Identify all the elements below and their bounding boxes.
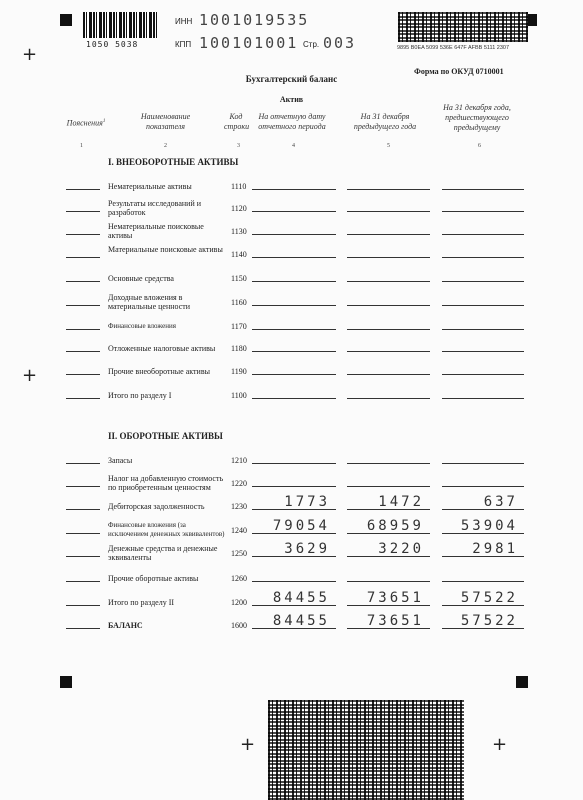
section-2-title: II. ОБОРОТНЫЕ АКТИВЫ	[108, 431, 223, 441]
notes-line	[66, 211, 100, 212]
row-code: 1240	[231, 526, 247, 535]
value-line	[347, 211, 430, 212]
row-code: 1170	[231, 322, 247, 331]
row-value: 73651	[366, 613, 424, 629]
row-code: 1250	[231, 549, 247, 558]
notes-line	[66, 305, 100, 306]
row-value: 84455	[272, 590, 330, 606]
notes-line	[66, 329, 100, 330]
row-value: 1472	[378, 494, 424, 510]
section-1-title: I. ВНЕОБОРОТНЫЕ АКТИВЫ	[108, 157, 239, 167]
row-name: Нематериальные активы	[108, 182, 192, 191]
row-code: 1180	[231, 344, 247, 353]
notes-line	[66, 351, 100, 352]
row-value: 2981	[472, 541, 518, 557]
page-label: Стр.	[303, 40, 320, 49]
value-line	[347, 234, 430, 235]
registration-mark-bottom-left	[60, 676, 72, 688]
row-name: Финансовые вложения (за исключением денежных эквивалентов)	[108, 521, 225, 538]
value-line	[442, 463, 524, 464]
2d-barcode-top	[398, 12, 528, 42]
row-name: Результаты исследований и разработок	[108, 199, 202, 217]
row-value: 3220	[378, 541, 424, 557]
value-line	[347, 486, 430, 487]
row-code: 1100	[231, 391, 247, 400]
row-value: 1773	[284, 494, 330, 510]
value-line	[442, 257, 524, 258]
notes-line	[66, 398, 100, 399]
value-line	[252, 351, 336, 352]
row-code: 1230	[231, 502, 247, 511]
row-code: 1120	[231, 204, 247, 213]
row-code: 1200	[231, 598, 247, 607]
row-name: Дебиторская задолженность	[108, 502, 205, 511]
value-line	[442, 211, 524, 212]
notes-line	[66, 374, 100, 375]
value-line	[347, 257, 430, 258]
row-name: Итого по разделу II	[108, 598, 175, 607]
row-code: 1190	[231, 367, 247, 376]
value-line	[442, 234, 524, 235]
crosshair-mark-bottom-left: +	[240, 734, 256, 755]
notes-line	[66, 628, 100, 629]
column-number-1: 1	[80, 143, 83, 149]
row-name: Налог на добавленную стоимость по приобретенным ценностям	[108, 474, 224, 492]
value-line	[252, 305, 336, 306]
column-number-5: 5	[387, 143, 390, 149]
value-line	[442, 305, 524, 306]
value-line	[347, 398, 430, 399]
row-value: 57522	[460, 613, 518, 629]
row-value: 84455	[272, 613, 330, 629]
crosshair-mark-middle-left: +	[22, 365, 38, 386]
row-value: 53904	[460, 518, 518, 534]
column-header-code: Код строки	[224, 112, 250, 131]
row-code: 1160	[231, 298, 247, 307]
notes-line	[66, 281, 100, 282]
row-name: Прочие оборотные активы	[108, 574, 199, 583]
column-number-4: 4	[292, 143, 295, 149]
column-header-prev: На 31 декабря предыдущего года	[353, 112, 417, 131]
row-code: 1130	[231, 227, 247, 236]
crosshair-mark-top-left: +	[22, 44, 38, 65]
registration-mark-top-left	[60, 14, 72, 26]
row-value: 57522	[460, 590, 518, 606]
registration-mark-bottom-right	[516, 676, 528, 688]
notes-line	[66, 556, 100, 557]
document-title: Бухгалтерский баланс	[245, 74, 338, 84]
row-name: Отложенные налоговые активы	[108, 344, 216, 353]
row-name: Итого по разделу I	[108, 391, 172, 400]
row-name: БАЛАНС	[108, 621, 143, 630]
value-line	[347, 351, 430, 352]
notes-line	[66, 463, 100, 464]
inn-value: 1001019535	[199, 11, 310, 29]
value-line	[252, 463, 336, 464]
notes-line	[66, 605, 100, 606]
value-line	[252, 398, 336, 399]
document-code: 9895 B0EA 5099 536E 647F AFBB 5111 2307	[397, 45, 510, 51]
row-value: 79054	[272, 518, 330, 534]
value-line	[252, 234, 336, 235]
value-line	[347, 189, 430, 190]
value-line	[347, 581, 430, 582]
value-line	[252, 374, 336, 375]
row-value: 68959	[366, 518, 424, 534]
row-name: Материальные поисковые активы	[108, 245, 223, 254]
value-line	[347, 281, 430, 282]
notes-line	[66, 509, 100, 510]
column-header-notes: Пояснения$^1$	[66, 118, 106, 128]
value-line	[442, 374, 524, 375]
row-code: 1140	[231, 250, 247, 259]
value-line	[252, 257, 336, 258]
kpp-label: КПП	[175, 40, 192, 49]
notes-line	[66, 189, 100, 190]
crosshair-mark-bottom-right: +	[492, 734, 508, 755]
value-line	[442, 486, 524, 487]
notes-line	[66, 257, 100, 258]
row-name: Запасы	[108, 456, 133, 465]
column-header-prev2: На 31 декабря года, предшествующего предыдущему	[443, 103, 511, 132]
notes-line	[66, 533, 100, 534]
value-line	[347, 374, 430, 375]
row-name: Денежные средства и денежные эквиваленты	[108, 544, 218, 562]
row-name: Нематериальные поисковые активы	[108, 222, 204, 240]
barcode-top-left	[83, 12, 157, 38]
row-code: 1260	[231, 574, 247, 583]
value-line	[252, 211, 336, 212]
value-line	[347, 463, 430, 464]
column-header-name: Наименование показателя	[140, 112, 191, 131]
document-subtitle: Актив	[279, 95, 304, 104]
row-value: 637	[483, 494, 518, 510]
column-number-3: 3	[237, 143, 240, 149]
row-name: Прочие внеоборотные активы	[108, 367, 210, 376]
row-code: 1220	[231, 479, 247, 488]
notes-line	[66, 486, 100, 487]
column-number-2: 2	[164, 143, 167, 149]
value-line	[347, 305, 430, 306]
column-header-current: На отчетную дату отчетного периода	[258, 112, 326, 131]
row-value: 3629	[284, 541, 330, 557]
row-code: 1150	[231, 274, 247, 283]
column-number-6: 6	[478, 143, 481, 149]
row-name: Основные средства	[108, 274, 174, 283]
inn-label: ИНН	[175, 17, 193, 26]
value-line	[252, 581, 336, 582]
value-line	[252, 189, 336, 190]
notes-line	[66, 581, 100, 582]
row-code: 1110	[231, 182, 247, 191]
row-name: Доходные вложения в материальные ценности	[108, 293, 191, 311]
value-line	[442, 398, 524, 399]
form-code: Форма по ОКУД 0710001	[414, 67, 504, 76]
value-line	[442, 281, 524, 282]
value-line	[252, 329, 336, 330]
2d-barcode-bottom	[268, 700, 464, 800]
value-line	[252, 486, 336, 487]
value-line	[442, 329, 524, 330]
row-value: 73651	[366, 590, 424, 606]
barcode-number: 1050 5038	[86, 40, 139, 49]
value-line	[347, 329, 430, 330]
row-code: 1600	[231, 621, 247, 630]
notes-line	[66, 234, 100, 235]
value-line	[442, 189, 524, 190]
value-line	[252, 281, 336, 282]
kpp-value: 100101001	[199, 34, 299, 52]
value-line	[442, 351, 524, 352]
page-number: 003	[323, 34, 357, 52]
row-name: Финансовые вложения	[108, 322, 176, 330]
row-code: 1210	[231, 456, 247, 465]
value-line	[442, 581, 524, 582]
